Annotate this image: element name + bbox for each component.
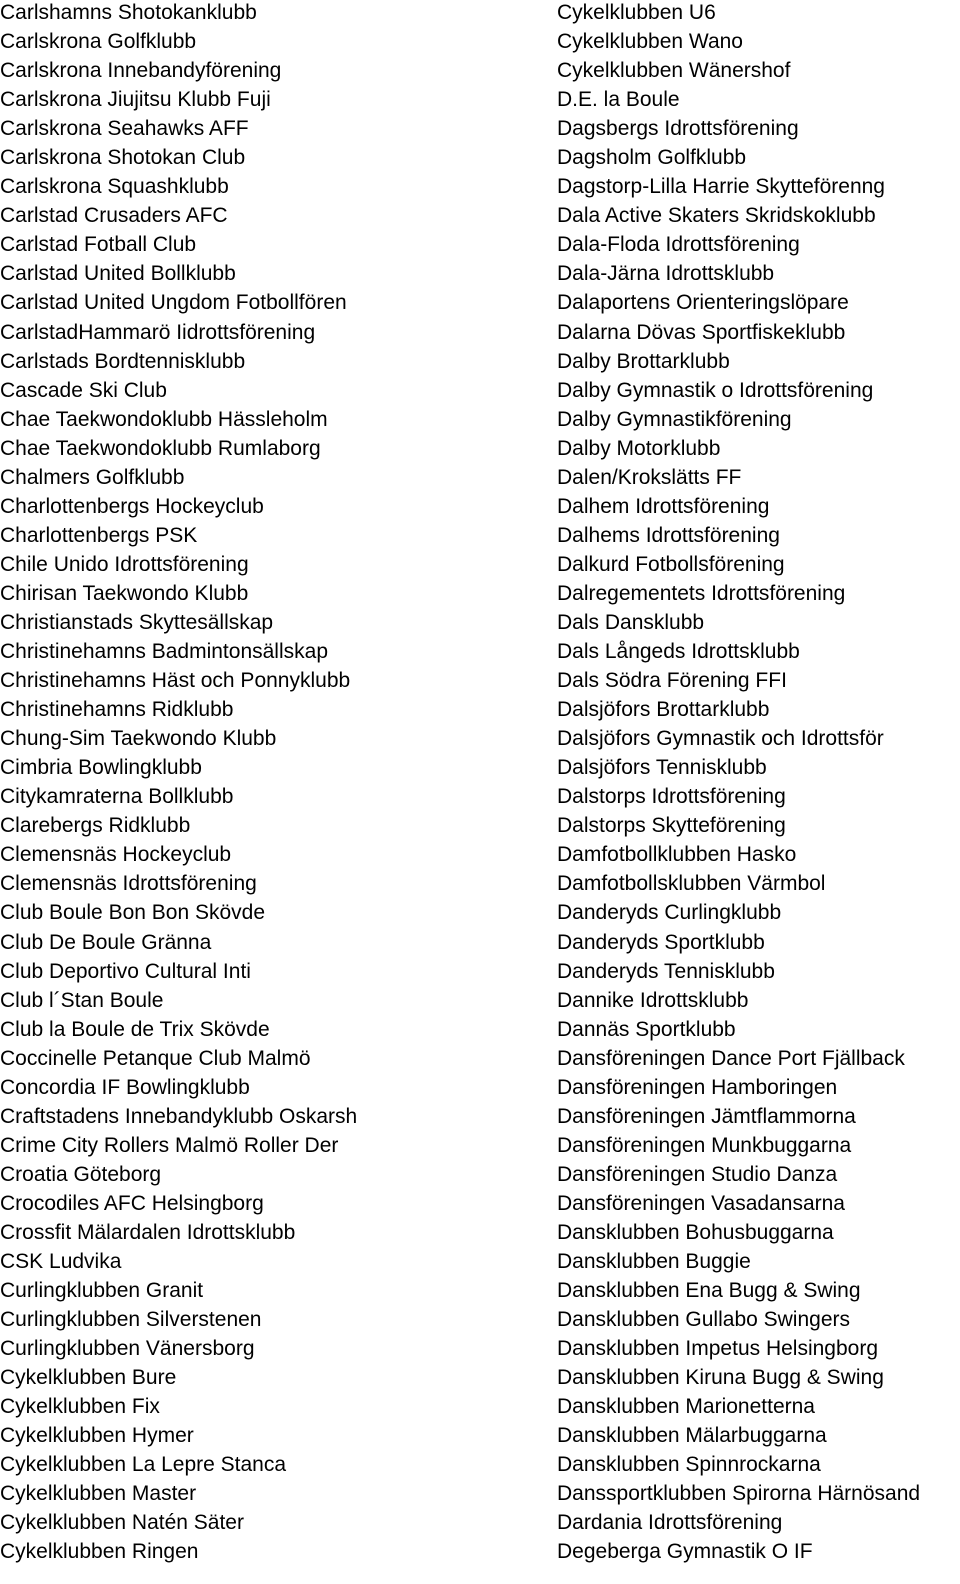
club-name: CSK Ludvika (0, 1250, 122, 1274)
club-name: Carlstads Bordtennisklubb (0, 349, 246, 373)
club-name: Dannäs Sportklubb (557, 1017, 736, 1041)
club-name: Dardania Idrottsförening (557, 1511, 783, 1535)
club-name: Carlstad Fotball Club (0, 233, 197, 257)
club-name: Dalarna Dövas Sportfiskeklubb (557, 320, 846, 344)
club-name: Carlskrona Innebandyförening (0, 59, 282, 83)
club-name: Damfotbollklubben Hasko (557, 843, 797, 867)
club-name: Club De Boule Gränna (0, 930, 212, 954)
club-name: Dals Långeds Idrottsklubb (557, 640, 800, 664)
club-name: Dansklubben Gullabo Swingers (557, 1308, 851, 1332)
club-name: Cykelklubben Wänershof (557, 59, 791, 83)
club-name: Club la Boule de Trix Skövde (0, 1017, 270, 1041)
club-name: Charlottenbergs Hockeyclub (0, 494, 264, 518)
club-name: Dalsjöfors Brottarklubb (557, 698, 770, 722)
club-name: Carlskrona Jiujitsu Klubb Fuji (0, 88, 271, 112)
club-name: Dansföreningen Vasadansarna (557, 1191, 845, 1215)
club-name: Dansföreningen Studio Danza (557, 1162, 838, 1186)
club-name: Dansklubben Marionetterna (557, 1395, 815, 1419)
club-name: Carlskrona Golfklubb (0, 30, 197, 54)
club-list-right-column (557, 0, 960, 1567)
club-name: Dagsholm Golfklubb (557, 146, 747, 170)
club-name: Club Boule Bon Bon Skövde (0, 901, 266, 925)
club-name: Cykelklubben La Lepre Stanca (0, 1453, 287, 1477)
club-name: CarlstadHammarö Iidrottsförening (0, 320, 316, 344)
club-name: Clemensnäs Hockeyclub (0, 843, 232, 867)
club-name: Cimbria Bowlingklubb (0, 756, 202, 780)
club-name: Dalhems Idrottsförening (557, 523, 780, 547)
club-name: Dansklubben Buggie (557, 1250, 751, 1274)
club-name: Cykelklubben U6 (557, 1, 716, 24)
club-name: Christinehamns Badmintonsällskap (0, 640, 328, 664)
club-name: Dalsjöfors Gymnastik och Idrottsför (557, 727, 884, 751)
club-name: Christinehamns Häst och Ponnyklubb (0, 669, 351, 693)
club-name: Cykelklubben Fix (0, 1395, 160, 1419)
club-name: Dala-Floda Idrottsförening (557, 233, 800, 257)
club-name: Chirisan Taekwondo Klubb (0, 581, 249, 605)
club-name: Coccinelle Petanque Club Malmö (0, 1046, 311, 1070)
club-name: Dansklubben Ena Bugg & Swing (557, 1279, 861, 1303)
club-name: Carlstad Crusaders AFC (0, 204, 228, 228)
club-name: Dalen/Krokslätts FF (557, 465, 742, 489)
club-name: Dalstorps Skytteförening (557, 814, 786, 838)
club-name: Chalmers Golfklubb (0, 465, 185, 489)
club-name: Danderyds Curlingklubb (557, 901, 782, 925)
club-name: Dalby Gymnastikförening (557, 407, 792, 431)
club-name: Citykamraterna Bollklubb (0, 785, 234, 809)
club-name: Christianstads Skyttesällskap (0, 610, 274, 634)
club-name: Dalby Gymnastik o Idrottsförening (557, 378, 874, 402)
club-name: Dalaportens Orienteringslöpare (557, 291, 849, 315)
club-name: Carlskrona Squashklubb (0, 175, 229, 199)
club-name: Dalsjöfors Tennisklubb (557, 756, 767, 780)
club-name: Danderyds Tennisklubb (557, 959, 775, 983)
club-name: Dansklubben Mälarbuggarna (557, 1424, 827, 1448)
club-name: Chung-Sim Taekwondo Klubb (0, 727, 277, 751)
club-name: Cykelklubben Wano (557, 30, 743, 54)
club-name: Curlingklubben Granit (0, 1279, 204, 1303)
club-name: Dansföreningen Jämtflammorna (557, 1104, 856, 1128)
club-name: Carlstad United Bollklubb (0, 262, 236, 286)
club-name: Cykelklubben Hymer (0, 1424, 194, 1448)
club-name: Croatia Göteborg (0, 1162, 162, 1186)
club-name: Carlstad United Ungdom Fotbollfören (0, 291, 347, 315)
club-name: Dalregementets Idrottsförening (557, 581, 846, 605)
club-name: Carlskrona Shotokan Club (0, 146, 246, 170)
club-name: Dala-Järna Idrottsklubb (557, 262, 775, 286)
club-name: Cykelklubben Ringen (0, 1540, 199, 1564)
club-name: Carlskrona Seahawks AFF (0, 117, 249, 141)
club-name: Cascade Ski Club (0, 378, 167, 402)
club-name: Dagstorp-Lilla Harrie Skytteförenng (557, 175, 885, 199)
club-name: Cykelklubben Bure (0, 1366, 177, 1390)
club-name: Dals Södra Förening FFI (557, 669, 787, 693)
club-name: Dansklubben Impetus Helsingborg (557, 1337, 879, 1361)
club-name: Dannike Idrottsklubb (557, 988, 749, 1012)
club-name: Danderyds Sportklubb (557, 930, 765, 954)
club-name: Chae Taekwondoklubb Hässleholm (0, 407, 328, 431)
club-name: Dansklubben Kiruna Bugg & Swing (557, 1366, 884, 1390)
club-name: Dansföreningen Hamboringen (557, 1075, 838, 1099)
club-name: Concordia IF Bowlingklubb (0, 1075, 250, 1099)
club-name: Dansföreningen Munkbuggarna (557, 1133, 852, 1157)
club-name: Club l´Stan Boule (0, 988, 164, 1012)
club-name: D.E. la Boule (557, 88, 680, 112)
club-name: Cykelklubben Natén Säter (0, 1511, 244, 1535)
club-name: Dalby Motorklubb (557, 436, 721, 460)
club-name: Crocodiles AFC Helsingborg (0, 1191, 264, 1215)
club-name: Dansföreningen Dance Port Fjällback (557, 1046, 905, 1070)
club-name: Clarebergs Ridklubb (0, 814, 191, 838)
club-name: Damfotbollsklubben Värmbol (557, 872, 826, 896)
club-name: Christinehamns Ridklubb (0, 698, 234, 722)
club-name: Chile Unido Idrottsförening (0, 552, 249, 576)
club-name: Charlottenbergs PSK (0, 523, 198, 547)
club-name: Clemensnäs Idrottsförening (0, 872, 257, 896)
club-name: Crossfit Mälardalen Idrottsklubb (0, 1220, 296, 1244)
club-name: Dansklubben Bohusbuggarna (557, 1220, 834, 1244)
club-name: Chae Taekwondoklubb Rumlaborg (0, 436, 321, 460)
club-name: Danssportklubben Spirorna Härnösand (557, 1482, 921, 1506)
club-name: Dalhem Idrottsförening (557, 494, 770, 518)
club-name: Dals Dansklubb (557, 610, 705, 634)
club-name: Degeberga Gymnastik O IF (557, 1540, 813, 1564)
club-name: Cykelklubben Master (0, 1482, 197, 1506)
club-name: Dalkurd Fotbollsförening (557, 552, 785, 576)
club-name: Club Deportivo Cultural Inti (0, 959, 251, 983)
club-name: Dagsbergs Idrottsförening (557, 117, 799, 141)
club-name: Dalby Brottarklubb (557, 349, 730, 373)
club-name: Dalstorps Idrottsförening (557, 785, 786, 809)
club-name: Crime City Rollers Malmö Roller Der (0, 1133, 339, 1157)
club-name: Dansklubben Spinnrockarna (557, 1453, 821, 1477)
club-name: Carlshamns Shotokanklubb (0, 1, 257, 24)
club-name: Curlingklubben Vänersborg (0, 1337, 255, 1361)
club-name: Dala Active Skaters Skridskoklubb (557, 204, 876, 228)
club-name: Curlingklubben Silverstenen (0, 1308, 262, 1332)
club-name: Craftstadens Innebandyklubb Oskarsh (0, 1104, 358, 1128)
